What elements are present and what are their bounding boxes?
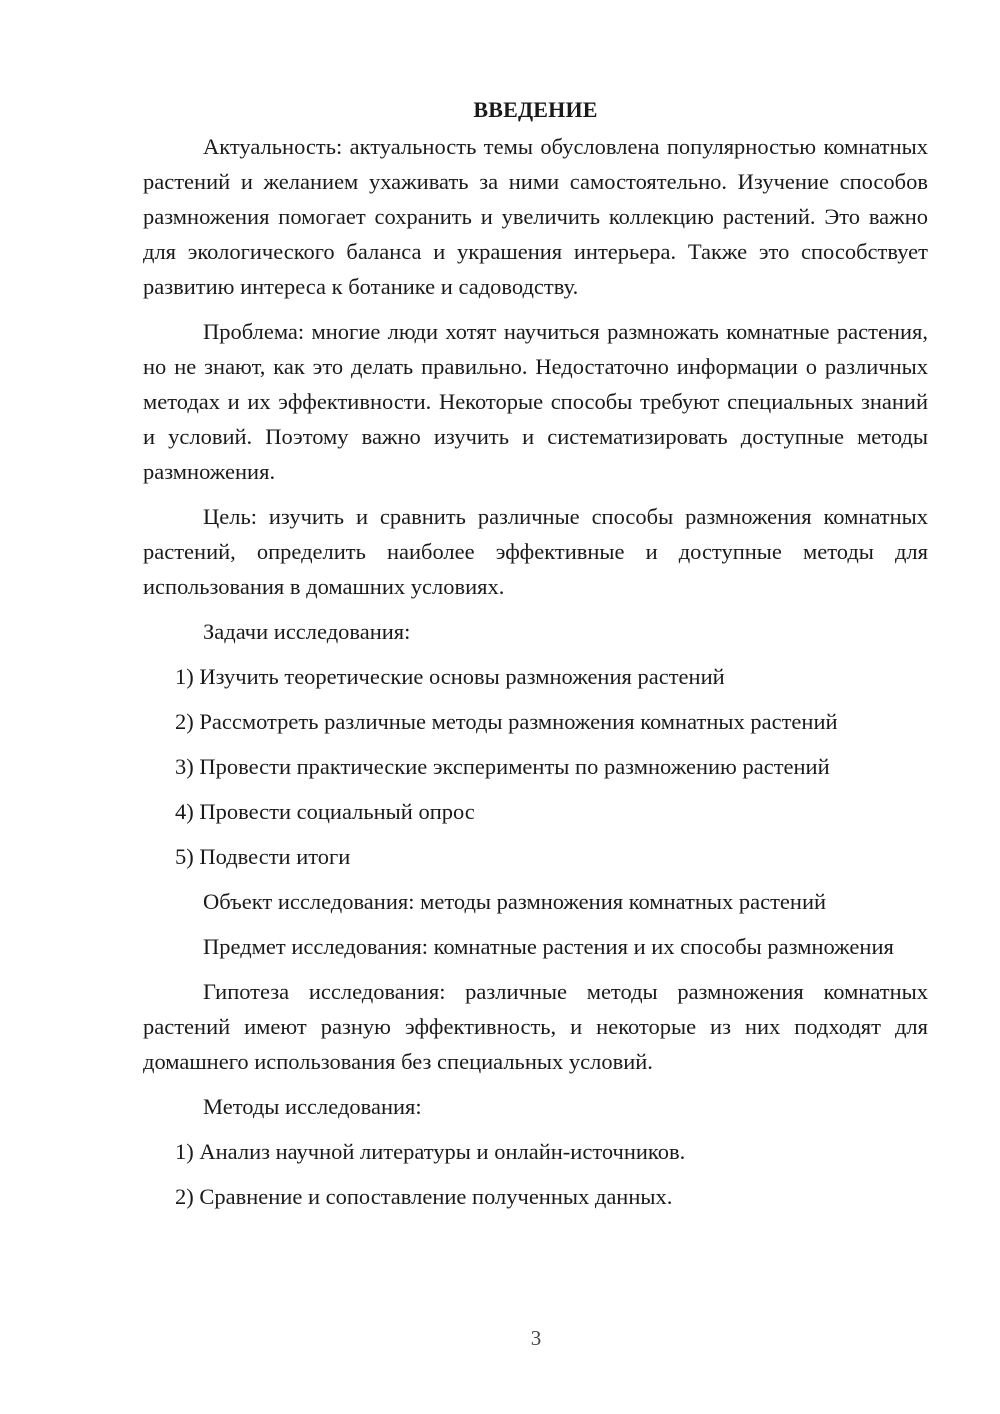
method-item: 2) Сравнение и сопоставление полученных данных.	[175, 1184, 673, 1209]
task-item: 1) Изучить теоретические основы размножения растений	[175, 664, 725, 689]
document-page	[143, 92, 928, 1224]
section-title: ВВЕДЕНИЕ	[473, 97, 598, 122]
object-paragraph: Объект исследования: методы размножения комнатных растений	[203, 889, 827, 914]
task-item: 5) Подвести итоги	[175, 844, 351, 869]
task-item: 2) Рассмотреть различные методы размножения комнатных растений	[175, 709, 838, 734]
task-item: 3) Провести практические эксперименты по размножению растений	[175, 754, 830, 779]
method-item: 1) Анализ научной литературы и онлайн-источников.	[175, 1139, 686, 1164]
methods-heading: Методы исследования:	[203, 1094, 422, 1119]
subject-paragraph: Предмет исследования: комнатные растения и их способы размножения	[203, 934, 894, 959]
tasks-heading: Задачи исследования:	[203, 619, 411, 644]
relevance-paragraph: Актуальность: актуальность темы обусловлена популярностью комнатных растений и желанием ухаживать за ними самостоятельно. Изучение способов размножения помогает сохранить и увеличить коллекцию растений. Это важно для экологического баланса и украшения интерьера. Также это способствует развитию интереса к ботанике и садоводству.	[143, 134, 928, 299]
goal-paragraph: Цель: изучить и сравнить различные способы размножения комнатных растений, определить наиболее эффективные и доступные методы для использования в домашних условиях.	[143, 504, 928, 599]
problem-paragraph: Проблема: многие люди хотят научиться размножать комнатные растения, но не знают, как это делать правильно. Недостаточно информации о различных методах и их эффективности. Некоторые способы требуют специальных знаний и условий. Поэтому важно изучить и систематизировать доступные методы размножения.	[143, 319, 928, 484]
task-item: 4) Провести социальный опрос	[175, 799, 475, 824]
hypothesis-paragraph: Гипотеза исследования: различные методы размножения комнатных растений имеют разную эффективность, и некоторые из них подходят для домашнего использования без специальных условий.	[143, 979, 928, 1074]
page-number: 3	[530, 1326, 542, 1350]
